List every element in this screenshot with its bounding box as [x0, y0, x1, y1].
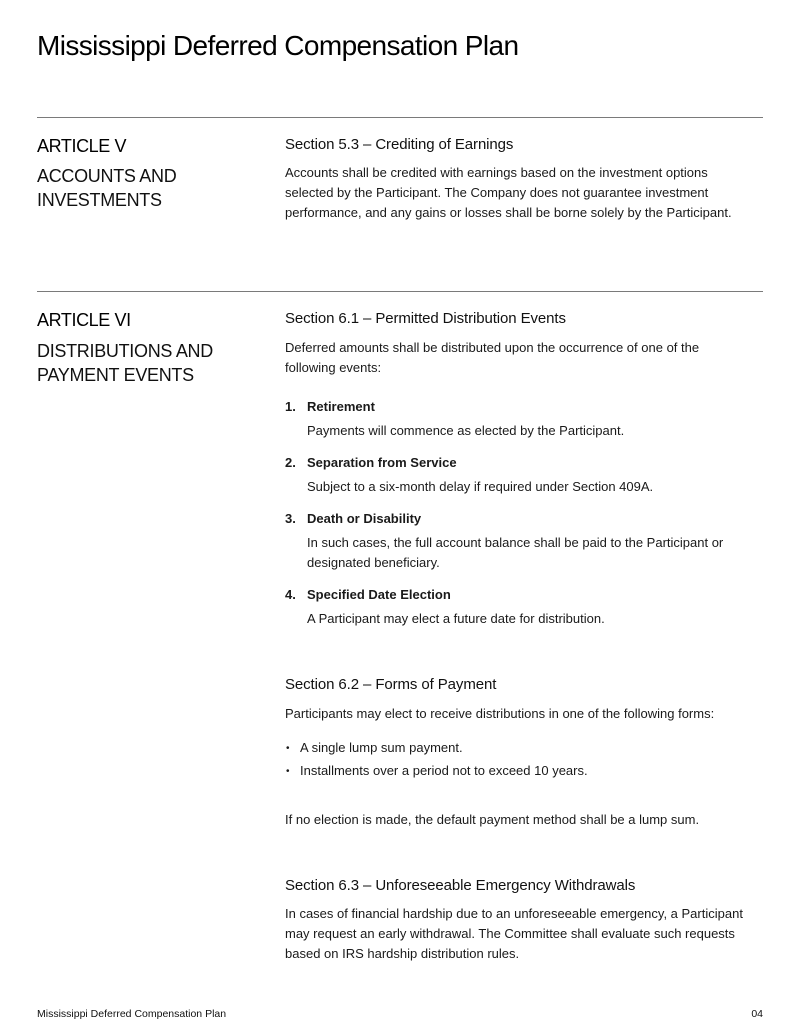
item-title: Death or Disability — [307, 511, 422, 526]
section-heading: Section 5.3 – Crediting of Earnings — [285, 136, 514, 153]
divider — [37, 291, 763, 292]
section-heading: Section 6.1 – Permitted Distribution Events — [285, 310, 566, 327]
section-heading: Section 6.2 – Forms of Payment — [285, 676, 497, 693]
section-note: If no election is made, the default payment method shall be a lump sum. — [285, 812, 700, 827]
description-line: Payments will commence as elected by the Participant. — [307, 423, 625, 438]
article-title-line: DISTRIBUTIONS AND — [37, 341, 213, 361]
paragraph-line: based on IRS hardship distribution rules. — [285, 946, 520, 961]
bullet-text: A single lump sum payment. — [300, 740, 463, 755]
bullet-icon: • — [286, 743, 290, 754]
description-line: In such cases, the full account balance shall be paid to the Participant or — [307, 535, 724, 550]
paragraph-line: In cases of financial hardship due to an unforeseeable emergency, a Participant — [285, 906, 743, 921]
divider — [37, 117, 763, 118]
article-title — [37, 339, 213, 387]
article-title — [37, 164, 176, 212]
item-title: Retirement — [307, 399, 375, 414]
section-paragraph — [285, 163, 755, 223]
description-line: Subject to a six-month delay if required under Section 409A. — [307, 479, 654, 494]
item-title: Separation from Service — [307, 455, 457, 470]
section-heading: Section 6.3 – Unforeseeable Emergency Withdrawals — [285, 877, 636, 894]
item-number: 2. — [285, 455, 296, 470]
paragraph-line: performance, and any gains or losses shall be borne solely by the Participant. — [285, 205, 732, 220]
item-title: Specified Date Election — [307, 587, 451, 602]
article-number: ARTICLE V — [37, 136, 127, 156]
section-paragraph — [285, 904, 755, 964]
document-title: Mississippi Deferred Compensation Plan — [37, 30, 519, 61]
page-number: 04 — [751, 1008, 763, 1020]
article-title-line: INVESTMENTS — [37, 190, 162, 210]
paragraph-line: following events: — [285, 360, 382, 375]
footer-title: Mississippi Deferred Compensation Plan — [37, 1008, 227, 1020]
item-description — [307, 609, 757, 629]
paragraph-line: selected by the Participant. The Company does not guarantee investment — [285, 185, 709, 200]
paragraph-line: may request an early withdrawal. The Committee shall evaluate such requests — [285, 926, 735, 941]
item-number: 3. — [285, 511, 296, 526]
description-line: A Participant may elect a future date for distribution. — [307, 611, 605, 626]
section-intro — [285, 338, 755, 378]
item-number: 4. — [285, 587, 296, 602]
item-description — [307, 421, 757, 441]
item-description — [307, 477, 757, 497]
description-line: designated beneficiary. — [307, 555, 440, 570]
section-intro: Participants may elect to receive distributions in one of the following forms: — [285, 706, 715, 721]
article-number: ARTICLE VI — [37, 310, 131, 330]
paragraph-line: Accounts shall be credited with earnings based on the investment options — [285, 165, 708, 180]
item-number: 1. — [285, 399, 296, 414]
bullet-text: Installments over a period not to exceed 10 years. — [300, 763, 588, 778]
bullet-icon: • — [286, 766, 290, 777]
item-description — [307, 533, 757, 573]
article-title-line: ACCOUNTS AND — [37, 166, 177, 186]
paragraph-line: Deferred amounts shall be distributed upon the occurrence of one of the — [285, 340, 700, 355]
article-title-line: PAYMENT EVENTS — [37, 365, 194, 385]
